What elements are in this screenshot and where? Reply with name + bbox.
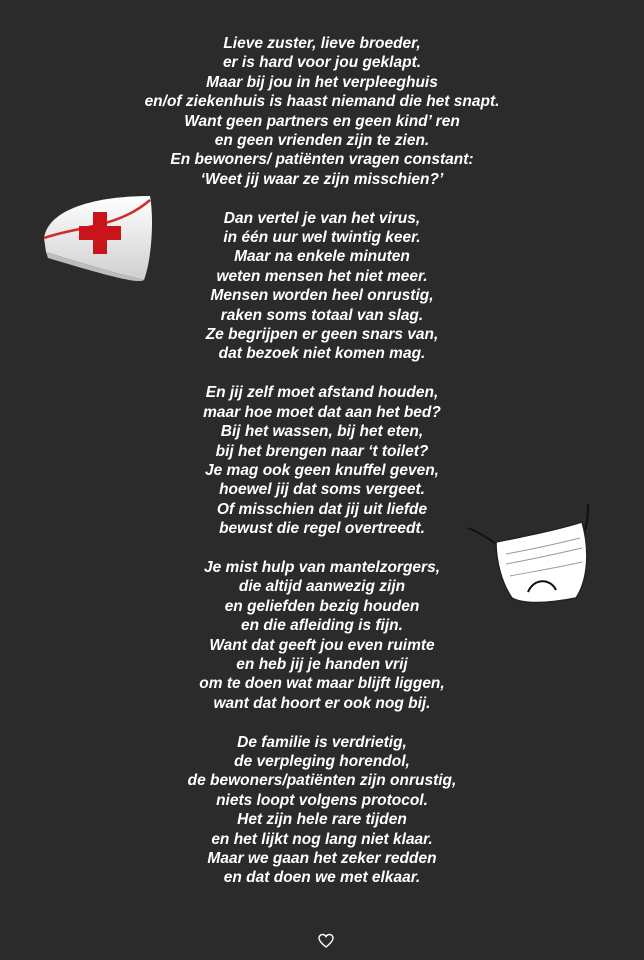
poem-line: de verpleging horendol, <box>234 752 410 770</box>
poem-line: er is hard voor jou geklapt. <box>222 54 422 72</box>
poem-line: en geen vrienden zijn te zien. <box>214 132 430 150</box>
poem-line: en heb jij je handen vrij <box>236 655 408 673</box>
poem-stanza <box>0 34 644 189</box>
poem-line: maar hoe moet dat aan het bed? <box>203 403 441 421</box>
poem-line: Lieve zuster, lieve broeder, <box>223 35 421 52</box>
poem-line: En bewoners/ patiënten vragen constant: <box>170 151 474 169</box>
poem-line: En jij zelf moet afstand houden, <box>205 384 439 402</box>
heart-outline-icon <box>318 933 334 949</box>
poem-line: Maar na enkele minuten <box>234 248 410 266</box>
nurse-cap-icon <box>38 188 158 288</box>
poem-line: Maar bij jou in het verpleeghuis <box>206 73 438 91</box>
poem-line: in één uur wel twintig keer. <box>223 229 421 247</box>
poem-line: want dat hoort er ook nog bij. <box>213 694 431 712</box>
poem-line: weten mensen het niet meer. <box>216 267 428 285</box>
poem-line: dat bezoek niet komen mag. <box>218 345 426 363</box>
poem-line: Maar we gaan het zeker redden <box>207 850 437 867</box>
poem-line: Ze begrijpen er geen snars van, <box>205 326 439 344</box>
poem-line: ‘Weet jij waar ze zijn misschien?’ <box>200 170 444 188</box>
poem-line: Je mist hulp van mantelzorgers, <box>203 558 440 576</box>
poem-line: raken soms totaal van slag. <box>220 306 424 324</box>
poem-line: en geliefden bezig houden <box>224 597 420 615</box>
poem-line: bewust die regel overtreedt. <box>219 520 425 538</box>
poem-line: Je mag ook geen knuffel geven, <box>204 461 439 479</box>
poem-stanza <box>0 733 644 888</box>
poem-line: Het zijn hele rare tijden <box>237 811 407 829</box>
poem-line: en het lijkt nog lang niet klaar. <box>211 830 433 848</box>
poem-line: Mensen worden heel onrustig, <box>210 287 434 305</box>
face-mask-icon <box>466 500 596 610</box>
poem <box>0 34 644 907</box>
poem-line: en dat doen we met elkaar. <box>223 869 421 887</box>
poem-line: om te doen wat maar blijft liggen, <box>199 675 445 693</box>
poem-line: Dan vertel je van het virus, <box>223 209 421 227</box>
poem-line: niets loopt volgens protocol. <box>216 791 428 809</box>
poem-line: bij het brengen naar ‘t toilet? <box>215 442 429 460</box>
poem-line: Want dat geeft jou even ruimte <box>209 636 435 654</box>
poem-line: Bij het wassen, bij het eten, <box>220 423 424 441</box>
poem-line: Want geen partners en geen kind’ ren <box>184 112 460 130</box>
poem-line: hoewel jij dat soms vergeet. <box>219 481 425 499</box>
poem-line: de bewoners/patiënten zijn onrustig, <box>187 772 457 790</box>
poem-line: De familie is verdrietig, <box>237 733 407 751</box>
poem-line: en/of ziekenhuis is haast niemand die het snapt. <box>144 93 500 111</box>
poem-line: die altijd aanwezig zijn <box>238 578 406 596</box>
poem-line: en die afleiding is fijn. <box>241 617 403 635</box>
poem-line: Of misschien dat jij uit liefde <box>216 500 428 518</box>
